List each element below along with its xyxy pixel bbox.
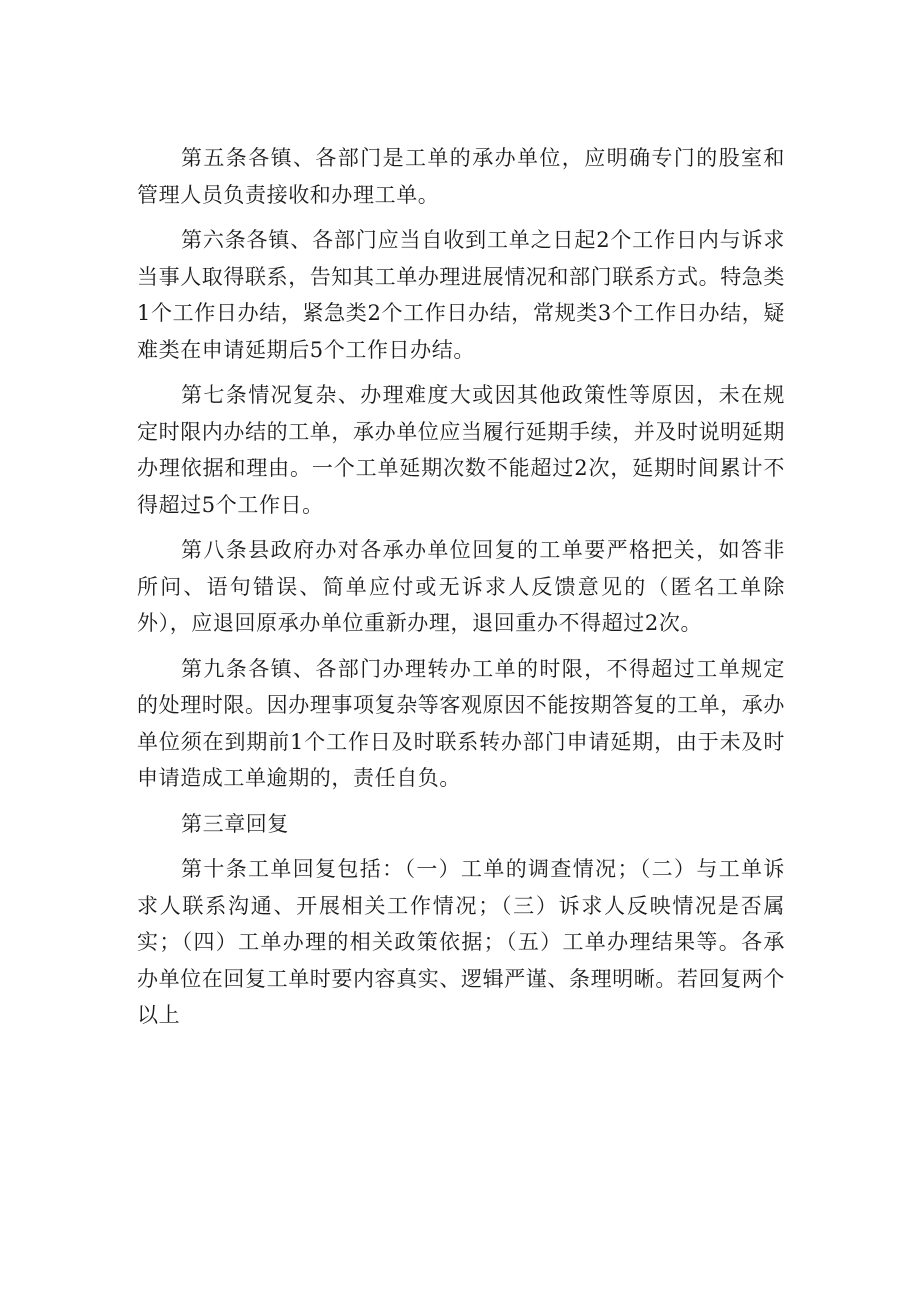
- chapter-heading: 第三章回复: [181, 811, 289, 836]
- article-9-paragraph: 第九条各镇、各部门办理转办工单的时限，不得超过工单规定的处理时限。因办理事项复杂等客观原因不能按期答复的工单，承办单位须在到期前1个工作日及时联系转办部门申请延期，由于未及时申请造成工单逾期的，责任自负。: [137, 656, 785, 790]
- article-8-paragraph: 第八条县政府办对各承办单位回复的工单要严格把关，如答非所问、语句错误、简单应付或无诉求人反馈意见的（匿名工单除外），应退回原承办单位重新办理，退回重办不得超过2次。: [137, 538, 785, 635]
- article-6-paragraph: 第六条各镇、各部门应当自收到工单之日起2个工作日内与诉求当事人取得联系，告知其工单办理进展情况和部门联系方式。特急类1个工作日办结，紧急类2个工作日办结，常规类3个工作日办结，疑难类在申请延期后5个工作日办结。: [137, 228, 785, 362]
- article-10-paragraph: 第十条工单回复包括：（一）工单的调查情况；（二）与工单诉求人联系沟通、开展相关工作情况；（三）诉求人反映情况是否属实；（四）工单办理的相关政策依据；（五）工单办理结果等。各承办单位在回复工单时要内容真实、逻辑严谨、条理明晰。若回复两个以上: [137, 857, 785, 1027]
- article-5-paragraph: 第五条各镇、各部门是工单的承办单位，应明确专门的股室和管理人员负责接收和办理工单。: [137, 146, 785, 207]
- document-body: [137, 140, 785, 1043]
- article-7-paragraph: 第七条情况复杂、办理难度大或因其他政策性等原因，未在规定时限内办结的工单，承办单位应当履行延期手续，并及时说明延期办理依据和理由。一个工单延期次数不能超过2次，延期时间累计不得超过5个工作日。: [137, 383, 785, 517]
